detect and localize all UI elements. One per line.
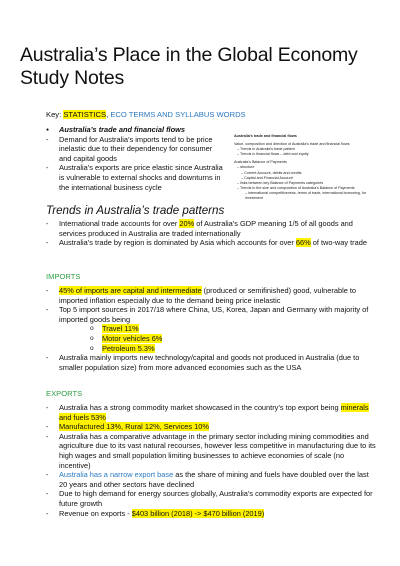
list-item [46, 238, 376, 248]
key-eco-terms: ECO TERMS AND SYLLABUS WORDS [110, 110, 246, 119]
text-run: Australia has a strong commodity market showcased in the country’s top export being [59, 403, 341, 412]
list-item [46, 470, 376, 489]
key-statistics: STATISTICS [63, 110, 107, 119]
import-goods-list [46, 324, 376, 353]
list-item [46, 509, 376, 519]
text-run: of two-way trade [310, 238, 367, 248]
exports-heading: EXPORTS [46, 389, 83, 398]
stat-highlight: Manufactured 13%, Rural 12%, Services 10% [59, 422, 209, 432]
text-run: Revenue on exports - [59, 508, 132, 518]
list-item: - Australia’s exports are price elastic since Australia is vulnerable to external shocks and downturns in the international business cycle [46, 163, 224, 192]
syllabus-line: – Trends in the size and composition of Australia’s Balance of Payments [237, 185, 355, 190]
stat-highlight: Petroleum 5.3% [102, 343, 155, 353]
eco-term: Australia has a narrow export base [59, 470, 174, 480]
list-item: - Top 5 import sources in 2017/18 where China, US, Korea, Japan and Germany with majority of imported goods being [46, 305, 376, 324]
syllabus-line: – Trends in financial flows – debt and equity [237, 152, 309, 157]
list-item [46, 286, 376, 305]
exports-section [46, 403, 376, 518]
text-run: as the share of mining and fuels have doubled over the last 20 years and other sectors have declined [59, 470, 369, 489]
list-item [46, 403, 376, 422]
trends-section [46, 219, 376, 248]
trends-heading: Trends in Australia’s trade patterns [46, 204, 225, 217]
syllabus-line: – Trends in Australia’s trade pattern [237, 147, 295, 152]
syllabus-line: – Capital and Financial Account [241, 175, 293, 180]
text-run: International trade accounts for over [59, 219, 180, 228]
list-item: - Demand for Australia’s imports tend to be price inelastic due to their dependency for consumer and capital goods [46, 135, 224, 164]
key-separator: , [106, 110, 111, 119]
list-item [46, 219, 376, 238]
stat-highlight: 45% of imports are capital and intermediate [59, 286, 202, 295]
text-run: Australia’s trade by region is dominated by Asia which accounts for over [59, 238, 296, 248]
syllabus-line: – Current Account, debits and credits [241, 170, 302, 175]
list-item [90, 334, 376, 344]
list-item [90, 344, 376, 354]
syllabus-line: – international competitiveness, terms of trade, international borrowing, for investment [245, 190, 367, 201]
text-run: (produced or semifinished) good, vulnerable to imported inflation especially due to the demand being price inelastic [59, 286, 357, 305]
stat-highlight: $403 billion (2018) -> $470 billion (2019) [131, 508, 265, 518]
stat-highlight: 66% [295, 238, 311, 248]
stat-highlight: minerals and fuels 53% [59, 403, 369, 422]
syllabus-line: Australia’s Balance of Payments [234, 160, 287, 165]
list-item: - Australia has a comparative advantage in the primary sector including mining commodities and agriculture due to its vast natural recourses, however less competitive in manufacturing due to its high wages and small population limiting businesses to achieve economies of scale (no incentive) [46, 432, 376, 470]
list-item [90, 324, 376, 334]
syllabus-snippet [234, 134, 384, 201]
syllabus-line: – structure [237, 165, 255, 170]
syllabus-line: Value, composition and direction of Australia’s trade and financial flows [234, 142, 350, 147]
legend-key [46, 110, 246, 119]
imports-heading: IMPORTS [46, 272, 81, 281]
stat-highlight: Motor vehicles 6% [102, 333, 163, 343]
stat-highlight: Travel 11% [102, 324, 139, 334]
syllabus-line: – links between key Balance of Payments categories [237, 180, 324, 185]
list-item [46, 422, 376, 432]
text-run: of Australia’s GDP meaning 1/5 of all goods and services produced in Australia are traded internationally [59, 219, 353, 238]
key-prefix: Key: [46, 110, 64, 119]
list-item: - Australia mainly imports new technology/capital and goods not produced in Australia (due to smaller population size) from more advanced economies such as the USA [46, 353, 376, 372]
list-item: - Due to high demand for energy sources globally, Australia’s commodity exports are expected for future growth [46, 489, 376, 508]
syllabus-heading: Australia’s trade and financial flows [234, 134, 297, 138]
trade-flows-section [46, 125, 224, 192]
page-title: Australia’s Place in the Global Economy Study Notes [20, 44, 358, 89]
trade-flows-heading: ● Australia’s trade and financial flows [46, 125, 224, 135]
imports-section [46, 286, 376, 372]
stat-highlight: 20% [179, 219, 195, 228]
